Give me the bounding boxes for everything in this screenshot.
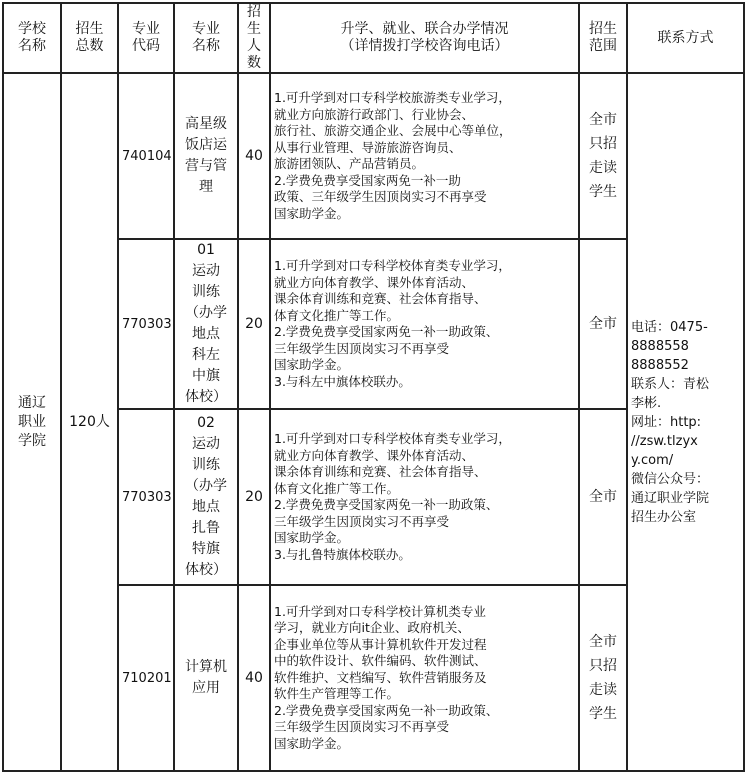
enroll-count-cell: 40 — [238, 73, 270, 239]
info-line: 中的软件设计、软件编码、软件测试、 — [274, 653, 487, 669]
info-line: 企事业单位等从事计算机软件开发过程 — [274, 636, 487, 652]
major-code-cell: 740104 — [118, 73, 174, 239]
info-line: 3.与扎鲁特旗体校联办。 — [274, 546, 411, 562]
contact-person-2: 李彬. — [631, 395, 662, 411]
contact-website-3: y.com/ — [631, 452, 674, 468]
info-line: 三年级学生因顶岗实习不再享受 — [274, 719, 450, 735]
info-line: 就业方向体育教学、课外体育活动、 — [274, 274, 475, 290]
info-line: 国家助学金。 — [274, 357, 350, 372]
contact-phone-1: 8888558 — [631, 338, 689, 354]
info-line: 三年级学生因顶岗实习不再享受 — [274, 340, 450, 356]
info-line: 体育文化推广等工作。 — [274, 480, 400, 496]
scope-cell: 全市 只招 走读 学生 — [579, 73, 627, 239]
info-line: 政策、三年级学生因顶岗实习不再享受 — [274, 189, 487, 204]
contact-website-label: 网址：http: — [631, 414, 702, 430]
header-info: 升学、就业、联合办学情况 （详情拨打学校咨询电话） — [270, 3, 579, 73]
header-row — [3, 3, 744, 73]
scope-cell: 全市 — [579, 409, 627, 585]
info-cell — [270, 239, 579, 409]
major-name-cell: 01 运动 训练 （办学 地点 科左 中旗 体校） — [174, 239, 238, 409]
scope-cell: 全市 只招 走读 学生 — [579, 585, 627, 771]
major-code-cell: 710201 — [118, 585, 174, 771]
major-code-cell: 770303 — [118, 409, 174, 585]
header-total: 招生 总数 — [61, 3, 118, 73]
contact-wechat-office: 招生办公室 — [631, 509, 697, 525]
info-line: 2.学费免费享受国家两免一补一助 — [274, 172, 461, 188]
major-name-cell: 高星级 饭店运 营与管 理 — [174, 73, 238, 239]
info-line: 2.学费免费享受国家两免一补一助政策、 — [274, 497, 499, 512]
contact-cell — [627, 73, 744, 771]
info-line: 三年级学生因顶岗实习不再享受 — [274, 513, 450, 529]
info-line: 就业方向体育教学、课外体育活动、 — [274, 447, 475, 463]
scope-cell: 全市 — [579, 239, 627, 409]
school-name-cell: 通辽 职业 学院 — [3, 73, 61, 771]
info-line: 国家助学金。 — [274, 735, 350, 751]
major-name-cell: 02 运动 训练 （办学 地点 扎鲁 特旗 体校） — [174, 409, 238, 585]
contact-phone-label: 电话：0475- — [631, 319, 708, 335]
info-line: 课余体育训练和竞赛、社会体育指导、 — [274, 291, 487, 306]
info-line: 软件生产管理等工作。 — [274, 686, 400, 702]
table-row — [3, 73, 744, 239]
contact-wechat-label: 微信公众号： — [631, 471, 710, 487]
info-line: 课余体育训练和竞赛、社会体育指导、 — [274, 464, 487, 479]
info-line: 国家助学金。 — [274, 205, 350, 221]
contact-website-2: //zsw.tlzyx — [631, 433, 698, 449]
header-code: 专业 代码 — [118, 3, 174, 73]
enrollment-table — [2, 2, 745, 772]
header-scope: 招生 范围 — [579, 3, 627, 73]
contact-person-label: 联系人：青松 — [631, 376, 710, 392]
info-line: 1.可升学到对口专科学校计算机类专业 — [274, 603, 486, 619]
info-cell — [270, 73, 579, 239]
header-contact: 联系方式 — [627, 3, 744, 73]
info-line: 旅游团领队、产品营销员。 — [274, 156, 425, 171]
info-cell — [270, 409, 579, 585]
enroll-count-cell: 40 — [238, 585, 270, 771]
info-line: 1.可升学到对口专科学校体育类专业学习， — [274, 431, 511, 446]
total-cell: 120人 — [61, 73, 118, 771]
info-cell — [270, 585, 579, 771]
info-line: 从事行业管理、导游旅游咨询员、 — [274, 139, 462, 155]
info-line: 1.可升学到对口专科学校旅游类专业学习， — [274, 90, 511, 105]
info-line: 2.学费免费享受国家两免一补一助政策、 — [274, 324, 499, 339]
header-major: 专业 名称 — [174, 3, 238, 73]
info-line: 1.可升学到对口专科学校体育类专业学习， — [274, 258, 511, 273]
header-count: 招生 人数 — [238, 3, 270, 73]
contact-wechat-name: 通辽职业学院 — [631, 490, 710, 506]
info-line: 就业方向旅游行政部门、行业协会、 — [274, 106, 475, 122]
info-line: 体育文化推广等工作。 — [274, 307, 400, 323]
contact-phone-2: 8888552 — [631, 357, 689, 373]
info-line: 2.学费免费享受国家两免一补一助政策、 — [274, 702, 499, 718]
info-line: 软件维护、文档编写、软件营销服务及 — [274, 669, 487, 685]
enroll-count-cell: 20 — [238, 409, 270, 585]
enroll-count-cell: 20 — [238, 239, 270, 409]
header-school-name: 学校 名称 — [3, 3, 61, 73]
info-line: 学习，就业方向it企业、政府机关、 — [274, 620, 470, 636]
major-name-cell: 计算机 应用 — [174, 585, 238, 771]
info-line: 旅行社、旅游交通企业、会展中心等单位， — [274, 123, 512, 138]
major-code-cell: 770303 — [118, 239, 174, 409]
info-line: 国家助学金。 — [274, 530, 350, 545]
info-line: 3.与科左中旗体校联办。 — [274, 373, 411, 389]
